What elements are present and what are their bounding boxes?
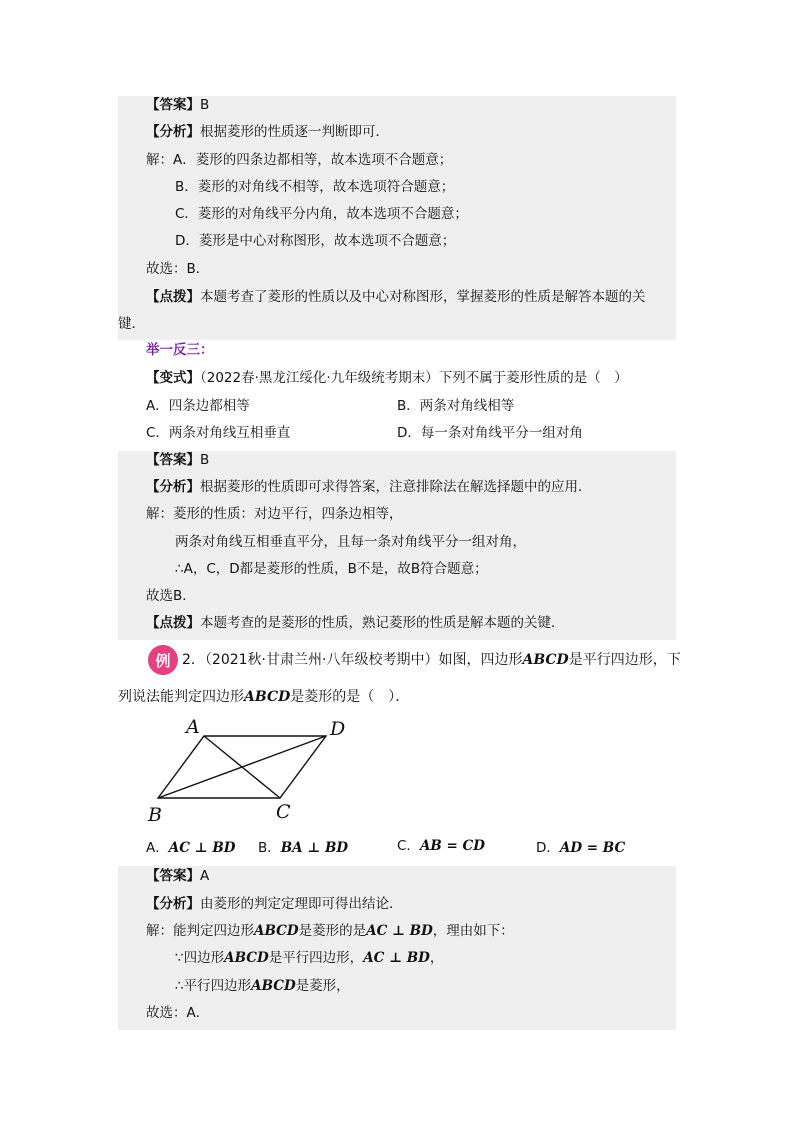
- vertex-label-a: A: [186, 716, 200, 738]
- answer-line: 【答案】A: [146, 868, 210, 884]
- tip-line: 【点拨】本题考查的是菱形的性质，熟记菱形的性质是解本题的关键．: [146, 615, 565, 631]
- choose-line: 故选：A．: [146, 1005, 210, 1021]
- choose-line: 故选B．: [146, 588, 196, 604]
- example-option-c: C．AB = CD: [397, 838, 485, 854]
- tip-line: 【点拨】本题考查了菱形的性质以及中心对称图形，掌握菱形的性质是解答本题的关: [146, 289, 646, 305]
- example-option-d: D．AD = BC: [536, 840, 626, 856]
- solution-c: C．菱形的对角线平分内角，故本选项不合题意；: [175, 206, 468, 222]
- solution-d: D．菱形是中心对称图形，故本选项不合题意；: [175, 233, 456, 249]
- solution-3: ∴平行四边形ABCD是菱形，: [175, 978, 350, 994]
- variant-option-a: A．四条边都相等: [146, 398, 250, 414]
- example-option-a: A．AC ⊥ BD: [146, 840, 236, 856]
- parallelogram-figure: [140, 712, 380, 832]
- solution-2: ∵四边形ABCD是平行四边形，AC ⊥ BD，: [175, 950, 444, 966]
- section-heading: 举一反三：: [146, 342, 214, 358]
- variant-option-d: D．每一条对角线平分一组对角: [397, 425, 583, 441]
- answer-line: 【答案】B: [146, 452, 210, 468]
- vertex-label-c: C: [276, 801, 291, 823]
- example-stem-line-1: 2．（2021秋·甘肃兰州·八年级校考期中）如图，四边形ABCD是平行四边形，下: [182, 652, 681, 668]
- example-stem-line-2: 列说法能判定四边形ABCD是菱形的是（ ）．: [118, 689, 410, 705]
- tip-continuation: 键．: [118, 316, 145, 332]
- example-option-b: B．BA ⊥ BD: [258, 840, 349, 856]
- example-badge: 例: [148, 645, 178, 675]
- answer-line: 【答案】B: [146, 97, 210, 113]
- solution-b: B．菱形的对角线不相等，故本选项符合题意；: [175, 179, 455, 195]
- vertex-label-b: B: [148, 804, 162, 826]
- diagonal-bd: [158, 736, 326, 798]
- variant-option-c: C．两条对角线互相垂直: [146, 425, 291, 441]
- choose-line: 故选：B．: [146, 261, 210, 277]
- solution-a: 解：A．菱形的四条边都相等，故本选项不合题意；: [146, 152, 453, 168]
- analysis-line: 【分析】根据菱形的性质逐一判断即可．: [146, 124, 389, 140]
- solution-1: 解：能判定四边形ABCD是菱形的是AC ⊥ BD，理由如下：: [146, 923, 514, 939]
- vertex-label-d: D: [330, 718, 346, 740]
- solution-1: 解：菱形的性质：对边平行，四条边相等，: [146, 506, 403, 522]
- variant-option-b: B．两条对角线相等: [397, 398, 515, 414]
- solution-2: 两条对角线互相垂直平分，且每一条对角线平分一组对角，: [175, 534, 526, 550]
- solution-3: ∴A，C，D都是菱形的性质，B不是，故B符合题意；: [175, 561, 488, 577]
- analysis-line: 【分析】根据菱形的性质即可求得答案，注意排除法在解选择题中的应用．: [146, 479, 592, 495]
- analysis-line: 【分析】由菱形的判定定理即可得出结论．: [146, 896, 403, 912]
- variant-question: 【变式】（2022春·黑龙江绥化·九年级统考期末）下列不属于菱形性质的是（ ）: [146, 370, 628, 386]
